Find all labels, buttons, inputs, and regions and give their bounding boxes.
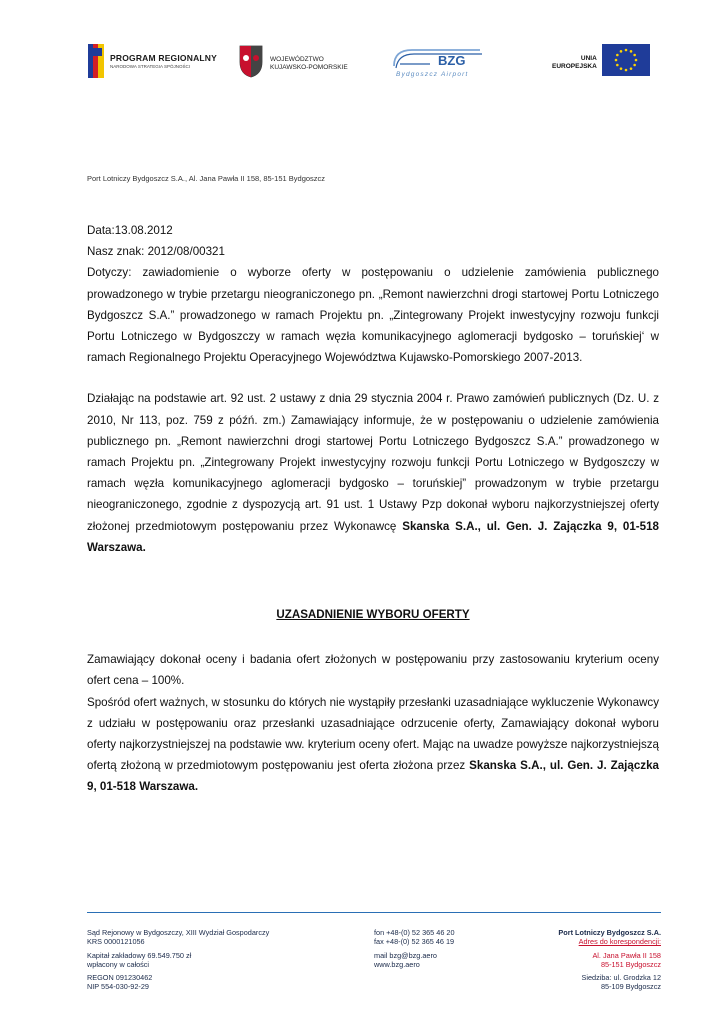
footer-company: Port Lotniczy Bydgoszcz S.A. xyxy=(558,928,661,937)
footer-hq: Siedziba: ul. Grodzka 12 xyxy=(581,973,661,983)
ue-line2: EUROPEJSKA xyxy=(552,62,597,70)
eu-star xyxy=(624,49,627,52)
woj-line2: KUJAWSKO-POMORSKIE xyxy=(270,63,348,71)
eu-logo xyxy=(552,44,650,81)
eu-flag-icon xyxy=(602,44,650,81)
woj-line1: WOJEWÓDZTWO xyxy=(270,55,324,63)
footer-krs: KRS 0000121056 xyxy=(87,937,145,947)
footer-corr-label: Adres do korespondencji: xyxy=(578,937,661,947)
footer-hq-city: 85-109 Bydgoszcz xyxy=(600,982,661,992)
eu-star xyxy=(616,64,619,67)
paragraph-3 xyxy=(87,692,659,798)
eu-star xyxy=(619,50,622,53)
paragraph-1-text: Działając na podstawie art. 92 ust. 2 ustawy z dnia 29 stycznia 2004 r. Prawo zamówień publicznych (Dz. U. z 2010, Nr 113, poz. 759 z późń. zm.) Zamawiający informuje, że w postępowaniu o udzielenie zamówienia publicznego pn. „Remont nawierzchni drogi startowej Portu Lotniczego Bydgoszcz S.A.” prowadzonego w ramach Projektu pn. „Zintegrowany Projekt inwestycyjny rozwoju funkcji Portu Lotniczego w Bydgoszczy w ramach węzła komunikacyjnego aglomeracji bydgosko – toruńskiej” prowadzonym w trybie przetargu nieograniczonego, zgodnie z dyspozycją art. 91 ust. 1 Ustawy Pzp dokonał wyboru najkorzystniejszej oferty złożonej przedmiotowym postępowaniu przez Wykonawcę xyxy=(87,392,659,533)
footer-divider xyxy=(87,912,661,913)
letter-body xyxy=(87,220,659,798)
footer-fax: fax +48-(0) 52 365 46 19 xyxy=(374,937,455,947)
eu-star xyxy=(624,69,627,72)
winner-name: Skanska S.A., ul. Gen. J. Zajączka 9, 01-518 Warszawa. xyxy=(87,519,659,554)
wojewodztwo-logo xyxy=(238,44,348,83)
eu-star xyxy=(614,59,617,62)
coat-of-arms-icon xyxy=(238,44,264,83)
program-regionalny-logo xyxy=(88,44,217,78)
footer-paid: wpłacony w całości xyxy=(87,959,150,969)
eu-star xyxy=(629,67,632,70)
bzg-wordmark: BZG xyxy=(438,53,466,68)
footer-mail: mail bzg@bzg.aero xyxy=(374,950,437,960)
eu-star xyxy=(629,50,632,53)
bzg-subtitle: Bydgoszcz Airport xyxy=(396,71,469,78)
ue-line1: UNIA xyxy=(580,54,597,62)
program-subtitle: NARODOWA STRATEGIA SPÓJNOŚCI xyxy=(110,64,191,69)
flag-icon xyxy=(88,44,104,78)
eu-star xyxy=(634,59,637,62)
footer-registry xyxy=(87,928,269,992)
section-heading: UZASADNIENIE WYBORU OFERTY xyxy=(276,608,470,622)
eu-star xyxy=(633,64,636,67)
footer-web: www.bzg.aero xyxy=(374,959,420,969)
winner-name-2: Skanska S.A., ul. Gen. J. Zajączka 9, 01-518 Warszawa. xyxy=(87,759,659,794)
footer-nip: NIP 554-030-92-29 xyxy=(87,982,149,992)
letter-subject: Dotyczy: zawiadomienie o wyborze oferty w postępowaniu o udzielenie zamówienia publicznego prowadzonego w trybie przetargu nieograniczonego pn. „Remont nawierzchni drogi startowej Portu Lotniczego Bydgoszcz S.A.” prowadzonego w ramach Projektu pn. „Zintegrowany Projekt inwestycyjny rozwoju funkcji Portu Lotniczego w Bydgoszczy w ramach węzła komunikacyjnego aglomeracji bydgosko – toruńskiej‘ w ramach Regionalnego Projektu Operacyjnego Województwa Kujawsko-Pomorskiego 2007-2013. xyxy=(87,266,659,365)
footer-address xyxy=(558,928,661,992)
eu-star xyxy=(619,67,622,70)
footer-city: 85-151 Bydgoszcz xyxy=(600,959,661,969)
sender-address: Port Lotniczy Bydgoszcz S.A., Al. Jana Pawła II 158, 85-151 Bydgoszcz xyxy=(87,174,326,183)
footer-contact xyxy=(374,928,455,969)
paragraph-2: Zamawiający dokonał oceny i badania ofert złożonych w postępowaniu przy zastosowaniu kryterium oceny ofert cena – 100%. xyxy=(87,653,659,688)
eu-star xyxy=(633,54,636,57)
paragraph-3-text: Spośród ofert ważnych, w stosunku do których nie wystąpiły przesłanki uzasadniające wykluczenie Wykonawcy z udziału w postępowaniu oraz przesłanki uzasadniające odrzucenie oferty, Zamawiający dokonał wyboru oferty najkorzystniejszej na podstawie ww. kryterium oceny ofert. Mając na uwadze powyższe najkorzystniejszą ofertą złożoną w przedmiotowym postępowaniu jest oferta złożona przez xyxy=(87,695,659,773)
footer-court: Sąd Rejonowy w Bydgoszczy, XIII Wydział Gospodarczy xyxy=(87,928,270,937)
footer-phone: fon +48-(0) 52 365 46 20 xyxy=(374,928,455,937)
paragraph-1 xyxy=(87,388,659,558)
footer-street: Al. Jana Pawła II 158 xyxy=(592,950,661,960)
program-title: PROGRAM REGIONALNY xyxy=(110,53,218,63)
letter-reference: Nasz znak: 2012/08/00321 xyxy=(87,245,225,259)
bzg-swoosh-icon xyxy=(390,46,486,70)
footer-capital: Kapitał zakładowy 69.549.750 zł xyxy=(87,950,192,960)
bzg-airport-logo xyxy=(390,46,486,78)
footer-regon: REGON 091230462 xyxy=(87,973,153,983)
letter-date: Data:13.08.2012 xyxy=(87,224,173,237)
eu-star xyxy=(616,54,619,57)
header-logos xyxy=(0,40,724,90)
